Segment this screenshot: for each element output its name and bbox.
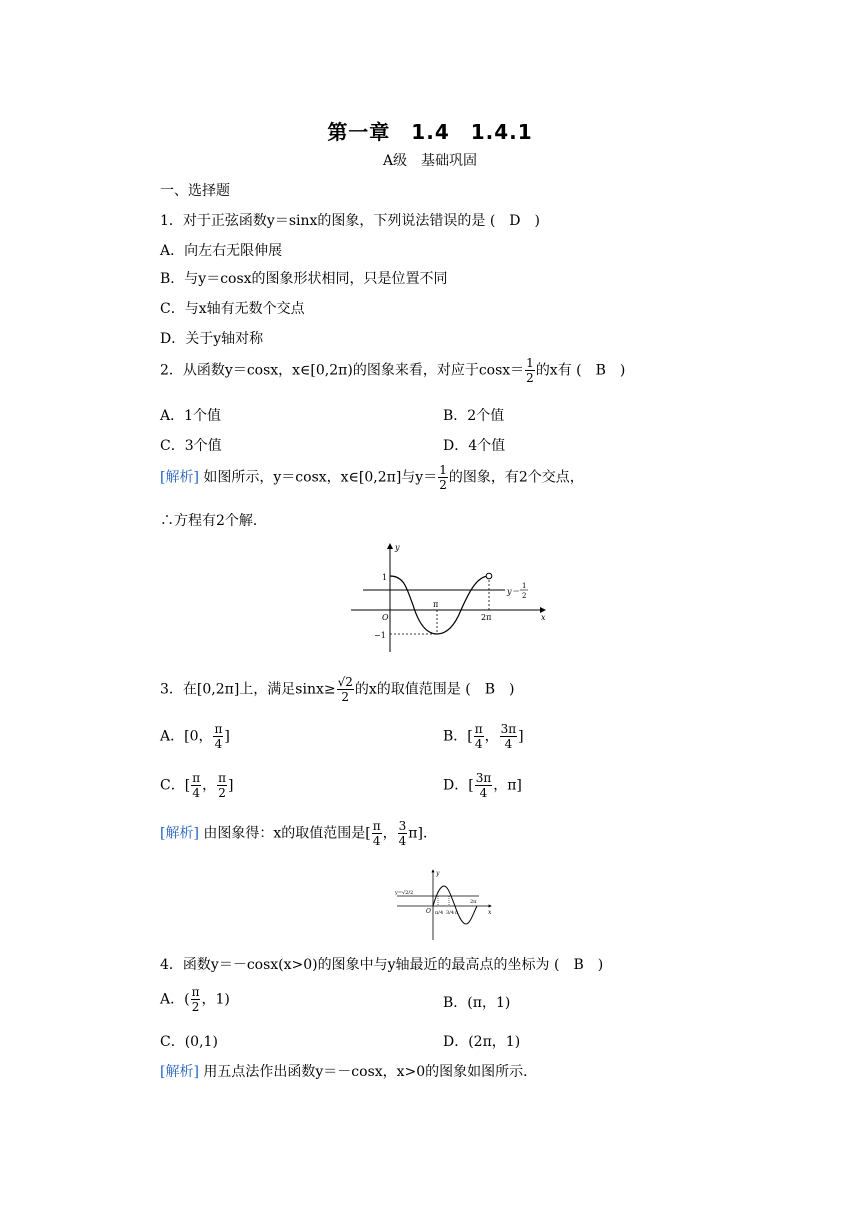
q3-analysis: [解析] 由图象得：x的取值范围是[ $\frac{\pi}{4}$ ， $\frac{3}{4}$ π]． xyxy=(160,819,437,848)
y-axis-label: y xyxy=(395,543,400,552)
q2-analysis-line2: ∴方程有2个解． xyxy=(160,513,267,529)
q3-stem xyxy=(160,676,514,703)
x-axis-label: x xyxy=(541,613,546,622)
section-heading: 一、选择题 xyxy=(160,183,230,199)
q1-stem: 1．对于正弦函数y＝sinx的图象，下列说法错误的是 ( D ) xyxy=(160,213,540,229)
q3-option-c: C．[ $\frac{\pi}{4}$ ， $\frac{\pi}{2}$ ] xyxy=(160,771,234,800)
cosine-curve xyxy=(390,576,492,634)
q2-option-c: C．3个值 xyxy=(160,438,222,454)
q3-option-b: B．[ $\frac{\pi}{4}$ ， $\frac{3\pi}{4}$ ] xyxy=(443,722,524,751)
q4-stem: 4．函数y＝－cosx(x>0)的图象中与y轴最近的最高点的坐标为 ( B ) xyxy=(160,957,604,973)
q4-option-c: C．(0,1) xyxy=(160,1034,218,1050)
q1-option-c: C．与x轴有无数个交点 xyxy=(160,301,305,317)
tick-label-2pi: 2π xyxy=(470,899,477,905)
q3-stem-fraction: $\frac{√2}{2}$ xyxy=(337,675,353,704)
q3-analysis-tag: [解析] xyxy=(160,825,199,842)
tick-label-pi: π xyxy=(433,600,439,609)
q2-analysis-post: 的图象，有2个交点， xyxy=(448,469,584,486)
q2-analysis-tag: [解析] xyxy=(160,469,199,486)
q4-option-b: B．(π，1) xyxy=(443,995,511,1011)
line-label-num: 1 xyxy=(522,582,527,590)
q3-stem-pre: 3．在[0,2π]上，满足sinx≥ xyxy=(160,681,336,698)
q1-option-d: D．关于y轴对称 xyxy=(160,331,264,347)
y-axis-label: y xyxy=(436,870,440,877)
q2-stem-pre: 2．从函数y＝cosx，x∈[0,2π)的图象来看，对应于cosx＝ xyxy=(160,362,525,379)
tick-label-pi4: π/4 xyxy=(435,910,444,916)
q2-stem xyxy=(160,357,625,384)
q2-analysis-pre: 如图所示，y＝cosx，x∈[0,2π]与y＝ xyxy=(203,469,438,486)
q3-stem-post: 的x的取值范围是 ( B ) xyxy=(354,681,515,698)
q2-option-a: A．1个值 xyxy=(160,408,222,424)
origin-label: O xyxy=(426,908,431,915)
q1-option-a: A．向左右无限伸展 xyxy=(160,243,283,259)
q2-option-d: D．4个值 xyxy=(443,438,506,454)
tick-label-pi: π xyxy=(455,910,459,916)
page-title: 第一章 1.4 1.4.1 xyxy=(327,120,533,144)
q4-option-d: D．(2π，1) xyxy=(443,1034,521,1050)
q2-stem-fraction: $\frac{1}{2}$ xyxy=(526,356,534,385)
line-label: y=√2/2 xyxy=(395,890,414,896)
q2-stem-post: 的x有 ( B ) xyxy=(535,362,626,379)
x-axis-label: x xyxy=(488,909,492,916)
q4-analysis: [解析] 用五点法作出函数y＝－cosx，x>0的图象如图所示． xyxy=(160,1064,538,1080)
q4-option-a: A．( $\frac{\pi}{2}$ ，1) xyxy=(160,985,230,1014)
q3-option-d: D．[ $\frac{3\pi}{4}$ ，π] xyxy=(443,771,522,800)
q2-analysis xyxy=(160,464,584,491)
q2-option-b: B．2个值 xyxy=(443,408,505,424)
origin-label: O xyxy=(382,613,389,622)
tick-label-3-4: 3/4 xyxy=(446,910,455,916)
open-endpoint xyxy=(486,573,492,579)
q3-option-a: A．[0， $\frac{\pi}{4}$ ] xyxy=(160,722,230,751)
line-label-den: 2 xyxy=(522,592,527,600)
tick-label-1: 1 xyxy=(382,573,388,582)
q2-analysis-fraction: $\frac{1}{2}$ xyxy=(439,463,447,492)
page-subtitle: A级 基础巩固 xyxy=(382,153,478,169)
tick-label-neg1: −1 xyxy=(374,631,386,640)
line-label-prefix: y＝ xyxy=(507,587,520,596)
q2-cosine-graph xyxy=(345,540,555,658)
tick-label-2pi: 2π xyxy=(481,613,492,622)
q4-analysis-tag: [解析] xyxy=(160,1064,199,1080)
q3-sine-graph xyxy=(393,866,495,942)
sine-curve xyxy=(433,886,477,924)
q1-option-b: B．与y＝cosx的图象形状相同，只是位置不同 xyxy=(160,271,448,287)
